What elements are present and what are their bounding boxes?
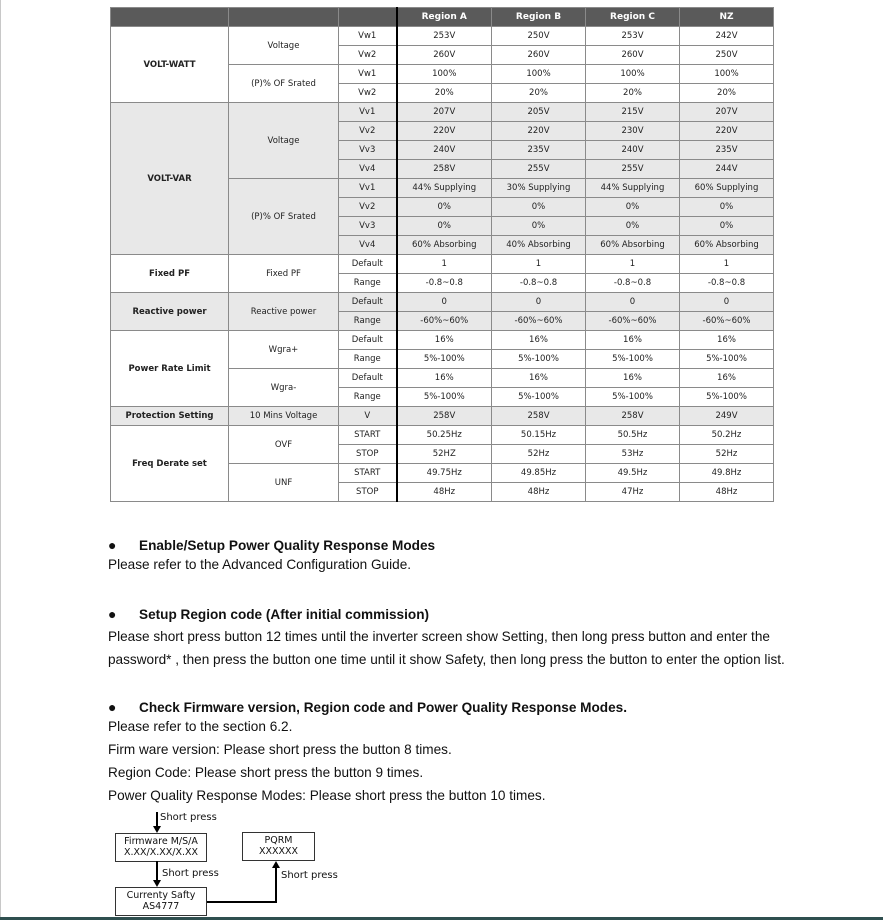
value-region-c: 0% <box>586 217 680 236</box>
value-region-c: 258V <box>586 407 680 426</box>
firmware-box-title: Firmware M/S/A <box>124 836 198 847</box>
value-nz: 20% <box>680 84 774 103</box>
flow-line <box>156 812 158 826</box>
subgroup-label: (P)% OF Srated <box>229 179 339 255</box>
param-label: Range <box>339 388 397 407</box>
value-region-c: 16% <box>586 369 680 388</box>
button-press-flow-diagram <box>105 810 365 918</box>
page-left-border <box>0 0 1 918</box>
value-region-a: 0% <box>397 198 492 217</box>
value-nz: 1 <box>680 255 774 274</box>
header-cell-subgroup <box>229 8 339 27</box>
value-region-c: 255V <box>586 160 680 179</box>
param-label: Vv1 <box>339 179 397 198</box>
param-label: V <box>339 407 397 426</box>
current-safety-box <box>115 887 207 916</box>
short-press-label-right: Short press <box>281 870 338 881</box>
value-region-b: 16% <box>492 369 586 388</box>
value-region-b: -60%~60% <box>492 312 586 331</box>
value-region-c: 0 <box>586 293 680 312</box>
arrow-up-icon <box>272 861 280 868</box>
value-region-a: 52HZ <box>397 445 492 464</box>
value-nz: 0% <box>680 198 774 217</box>
value-nz: 50.2Hz <box>680 426 774 445</box>
value-region-b: 250V <box>492 27 586 46</box>
value-region-a: 207V <box>397 103 492 122</box>
value-region-a: 260V <box>397 46 492 65</box>
value-region-a: 16% <box>397 369 492 388</box>
header-region-c: Region C <box>586 8 680 27</box>
value-nz: 235V <box>680 141 774 160</box>
safety-box-value: AS4777 <box>142 901 180 912</box>
value-nz: 48Hz <box>680 483 774 502</box>
param-label: START <box>339 464 397 483</box>
value-region-b: -0.8~0.8 <box>492 274 586 293</box>
group-label: VOLT-WATT <box>111 27 229 103</box>
subgroup-label: Fixed PF <box>229 255 339 293</box>
value-region-a: 60% Absorbing <box>397 236 492 255</box>
bullet-icon: ● <box>108 606 117 622</box>
table-row <box>111 407 774 426</box>
value-region-c: -60%~60% <box>586 312 680 331</box>
value-nz: 250V <box>680 46 774 65</box>
value-nz: 100% <box>680 65 774 84</box>
subgroup-label: Reactive power <box>229 293 339 331</box>
value-region-a: 0% <box>397 217 492 236</box>
section-text-line: Power Quality Response Modes: Please short press the button 10 times. <box>108 788 546 803</box>
pqrm-box-value: XXXXXX <box>258 846 299 857</box>
subgroup-label: OVF <box>229 426 339 464</box>
value-region-c: 49.5Hz <box>586 464 680 483</box>
value-region-c: 44% Supplying <box>586 179 680 198</box>
short-press-label-mid: Short press <box>162 868 219 879</box>
param-label: Range <box>339 350 397 369</box>
pqrm-box <box>242 832 315 861</box>
group-label: Fixed PF <box>111 255 229 293</box>
value-nz: -0.8~0.8 <box>680 274 774 293</box>
value-region-b: 48Hz <box>492 483 586 502</box>
value-region-a: 220V <box>397 122 492 141</box>
value-region-c: 230V <box>586 122 680 141</box>
subgroup-label: (P)% OF Srated <box>229 65 339 103</box>
value-region-a: 5%-100% <box>397 388 492 407</box>
value-region-b: 0% <box>492 217 586 236</box>
value-region-a: 253V <box>397 27 492 46</box>
param-label: Vv3 <box>339 217 397 236</box>
value-region-b: 100% <box>492 65 586 84</box>
value-region-b: 0 <box>492 293 586 312</box>
value-region-b: 49.85Hz <box>492 464 586 483</box>
flow-line <box>275 867 277 903</box>
value-nz: 244V <box>680 160 774 179</box>
value-region-c: 50.5Hz <box>586 426 680 445</box>
table-row <box>111 255 774 274</box>
value-region-c: 253V <box>586 27 680 46</box>
value-region-a: 1 <box>397 255 492 274</box>
section-text-line: Please short press button 12 times until the inverter screen show Setting, then long press button and enter the <box>108 629 770 644</box>
value-nz: 0 <box>680 293 774 312</box>
header-cell-param <box>339 8 397 27</box>
flow-line <box>156 861 158 881</box>
value-region-c: 60% Absorbing <box>586 236 680 255</box>
subgroup-label: Voltage <box>229 27 339 65</box>
region-settings-table <box>110 7 774 502</box>
value-region-b: 1 <box>492 255 586 274</box>
safety-box-title: Currenty Safty <box>126 890 196 901</box>
group-label: Power Rate Limit <box>111 331 229 407</box>
section-heading: ● Enable/Setup Power Quality Response Modes <box>108 537 436 553</box>
value-nz: 5%-100% <box>680 388 774 407</box>
firmware-box <box>115 833 207 862</box>
param-label: Vv4 <box>339 160 397 179</box>
value-region-c: 100% <box>586 65 680 84</box>
value-nz: 60% Absorbing <box>680 236 774 255</box>
value-region-c: 5%-100% <box>586 350 680 369</box>
value-region-a: 258V <box>397 160 492 179</box>
value-region-a: 5%-100% <box>397 350 492 369</box>
short-press-label-top: Short press <box>160 812 217 823</box>
value-region-c: -0.8~0.8 <box>586 274 680 293</box>
value-nz: 207V <box>680 103 774 122</box>
value-region-a: 44% Supplying <box>397 179 492 198</box>
param-label: STOP <box>339 483 397 502</box>
subgroup-label: 10 Mins Voltage <box>229 407 339 426</box>
value-region-c: 215V <box>586 103 680 122</box>
group-label: Reactive power <box>111 293 229 331</box>
value-nz: 16% <box>680 331 774 350</box>
arrow-down-icon <box>153 826 161 833</box>
subgroup-label: Wgra+ <box>229 331 339 369</box>
pqrm-box-title: PQRM <box>264 835 293 846</box>
section-text-line: Region Code: Please short press the button 9 times. <box>108 765 424 780</box>
value-region-c: 53Hz <box>586 445 680 464</box>
table-row <box>111 103 774 122</box>
param-label: Vw1 <box>339 27 397 46</box>
section-text: Please refer to the Advanced Configuration Guide. <box>108 557 412 572</box>
value-nz: 49.8Hz <box>680 464 774 483</box>
value-region-a: -60%~60% <box>397 312 492 331</box>
value-region-b: 30% Supplying <box>492 179 586 198</box>
value-region-b: 260V <box>492 46 586 65</box>
value-region-c: 0% <box>586 198 680 217</box>
value-region-b: 5%-100% <box>492 350 586 369</box>
table-body <box>111 27 774 502</box>
value-region-b: 220V <box>492 122 586 141</box>
value-region-c: 20% <box>586 84 680 103</box>
bullet-icon: ● <box>108 699 117 715</box>
value-nz: 52Hz <box>680 445 774 464</box>
value-region-c: 16% <box>586 331 680 350</box>
value-region-c: 47Hz <box>586 483 680 502</box>
group-label: Freq Derate set <box>111 426 229 502</box>
value-region-a: 20% <box>397 84 492 103</box>
value-region-b: 0% <box>492 198 586 217</box>
table-row <box>111 293 774 312</box>
group-label: VOLT-VAR <box>111 103 229 255</box>
value-nz: 249V <box>680 407 774 426</box>
section-check-firmware <box>108 699 627 807</box>
value-region-a: 16% <box>397 331 492 350</box>
value-region-b: 52Hz <box>492 445 586 464</box>
param-label: Default <box>339 255 397 274</box>
value-region-b: 235V <box>492 141 586 160</box>
param-label: Vv2 <box>339 198 397 217</box>
value-nz: 242V <box>680 27 774 46</box>
value-nz: -60%~60% <box>680 312 774 331</box>
section-heading: ● Setup Region code (After initial commission) <box>108 606 430 622</box>
param-label: Default <box>339 369 397 388</box>
table-row <box>111 426 774 445</box>
section-enable-pqrm <box>108 537 435 576</box>
param-label: Vv2 <box>339 122 397 141</box>
value-region-a: 240V <box>397 141 492 160</box>
header-region-b: Region B <box>492 8 586 27</box>
section-text-line: Please refer to the section 6.2. <box>108 719 293 734</box>
value-nz: 0% <box>680 217 774 236</box>
value-region-b: 5%-100% <box>492 388 586 407</box>
value-region-a: 49.75Hz <box>397 464 492 483</box>
value-region-a: 0 <box>397 293 492 312</box>
param-label: Vw2 <box>339 46 397 65</box>
value-region-b: 205V <box>492 103 586 122</box>
subgroup-label: Voltage <box>229 103 339 179</box>
value-region-b: 20% <box>492 84 586 103</box>
value-nz: 5%-100% <box>680 350 774 369</box>
group-label: Protection Setting <box>111 407 229 426</box>
table-row <box>111 27 774 46</box>
param-label: Vw1 <box>339 65 397 84</box>
param-label: Default <box>339 293 397 312</box>
param-label: START <box>339 426 397 445</box>
header-nz: NZ <box>680 8 774 27</box>
value-nz: 16% <box>680 369 774 388</box>
value-region-b: 16% <box>492 331 586 350</box>
param-label: Vw2 <box>339 84 397 103</box>
param-label: Vv1 <box>339 103 397 122</box>
value-region-b: 40% Absorbing <box>492 236 586 255</box>
param-label: STOP <box>339 445 397 464</box>
value-region-b: 50.15Hz <box>492 426 586 445</box>
value-region-b: 255V <box>492 160 586 179</box>
section-heading: ● Check Firmware version, Region code and Power Quality Response Modes. <box>108 699 627 715</box>
value-region-b: 258V <box>492 407 586 426</box>
value-nz: 60% Supplying <box>680 179 774 198</box>
value-region-a: 50.25Hz <box>397 426 492 445</box>
param-label: Range <box>339 312 397 331</box>
header-cell-group <box>111 8 229 27</box>
flow-line <box>207 901 276 903</box>
subgroup-label: Wgra- <box>229 369 339 407</box>
value-region-a: 100% <box>397 65 492 84</box>
table-row <box>111 331 774 350</box>
section-text-line: Firm ware version: Please short press the button 8 times. <box>108 742 452 757</box>
param-label: Vv4 <box>339 236 397 255</box>
value-nz: 220V <box>680 122 774 141</box>
header-region-a: Region A <box>397 8 492 27</box>
section-text-line: password* , then press the button one time until it show Safety, then long press the button to enter the option list. <box>108 652 785 667</box>
value-region-c: 240V <box>586 141 680 160</box>
value-region-c: 260V <box>586 46 680 65</box>
section-setup-region <box>108 606 785 671</box>
firmware-box-value: X.XX/X.XX/X.XX <box>123 847 199 858</box>
value-region-c: 5%-100% <box>586 388 680 407</box>
param-label: Vv3 <box>339 141 397 160</box>
value-region-a: -0.8~0.8 <box>397 274 492 293</box>
bullet-icon: ● <box>108 537 117 553</box>
param-label: Default <box>339 331 397 350</box>
arrow-down-icon <box>153 880 161 887</box>
value-region-a: 48Hz <box>397 483 492 502</box>
subgroup-label: UNF <box>229 464 339 502</box>
param-label: Range <box>339 274 397 293</box>
value-region-a: 258V <box>397 407 492 426</box>
value-region-c: 1 <box>586 255 680 274</box>
table-header-row <box>111 8 774 27</box>
